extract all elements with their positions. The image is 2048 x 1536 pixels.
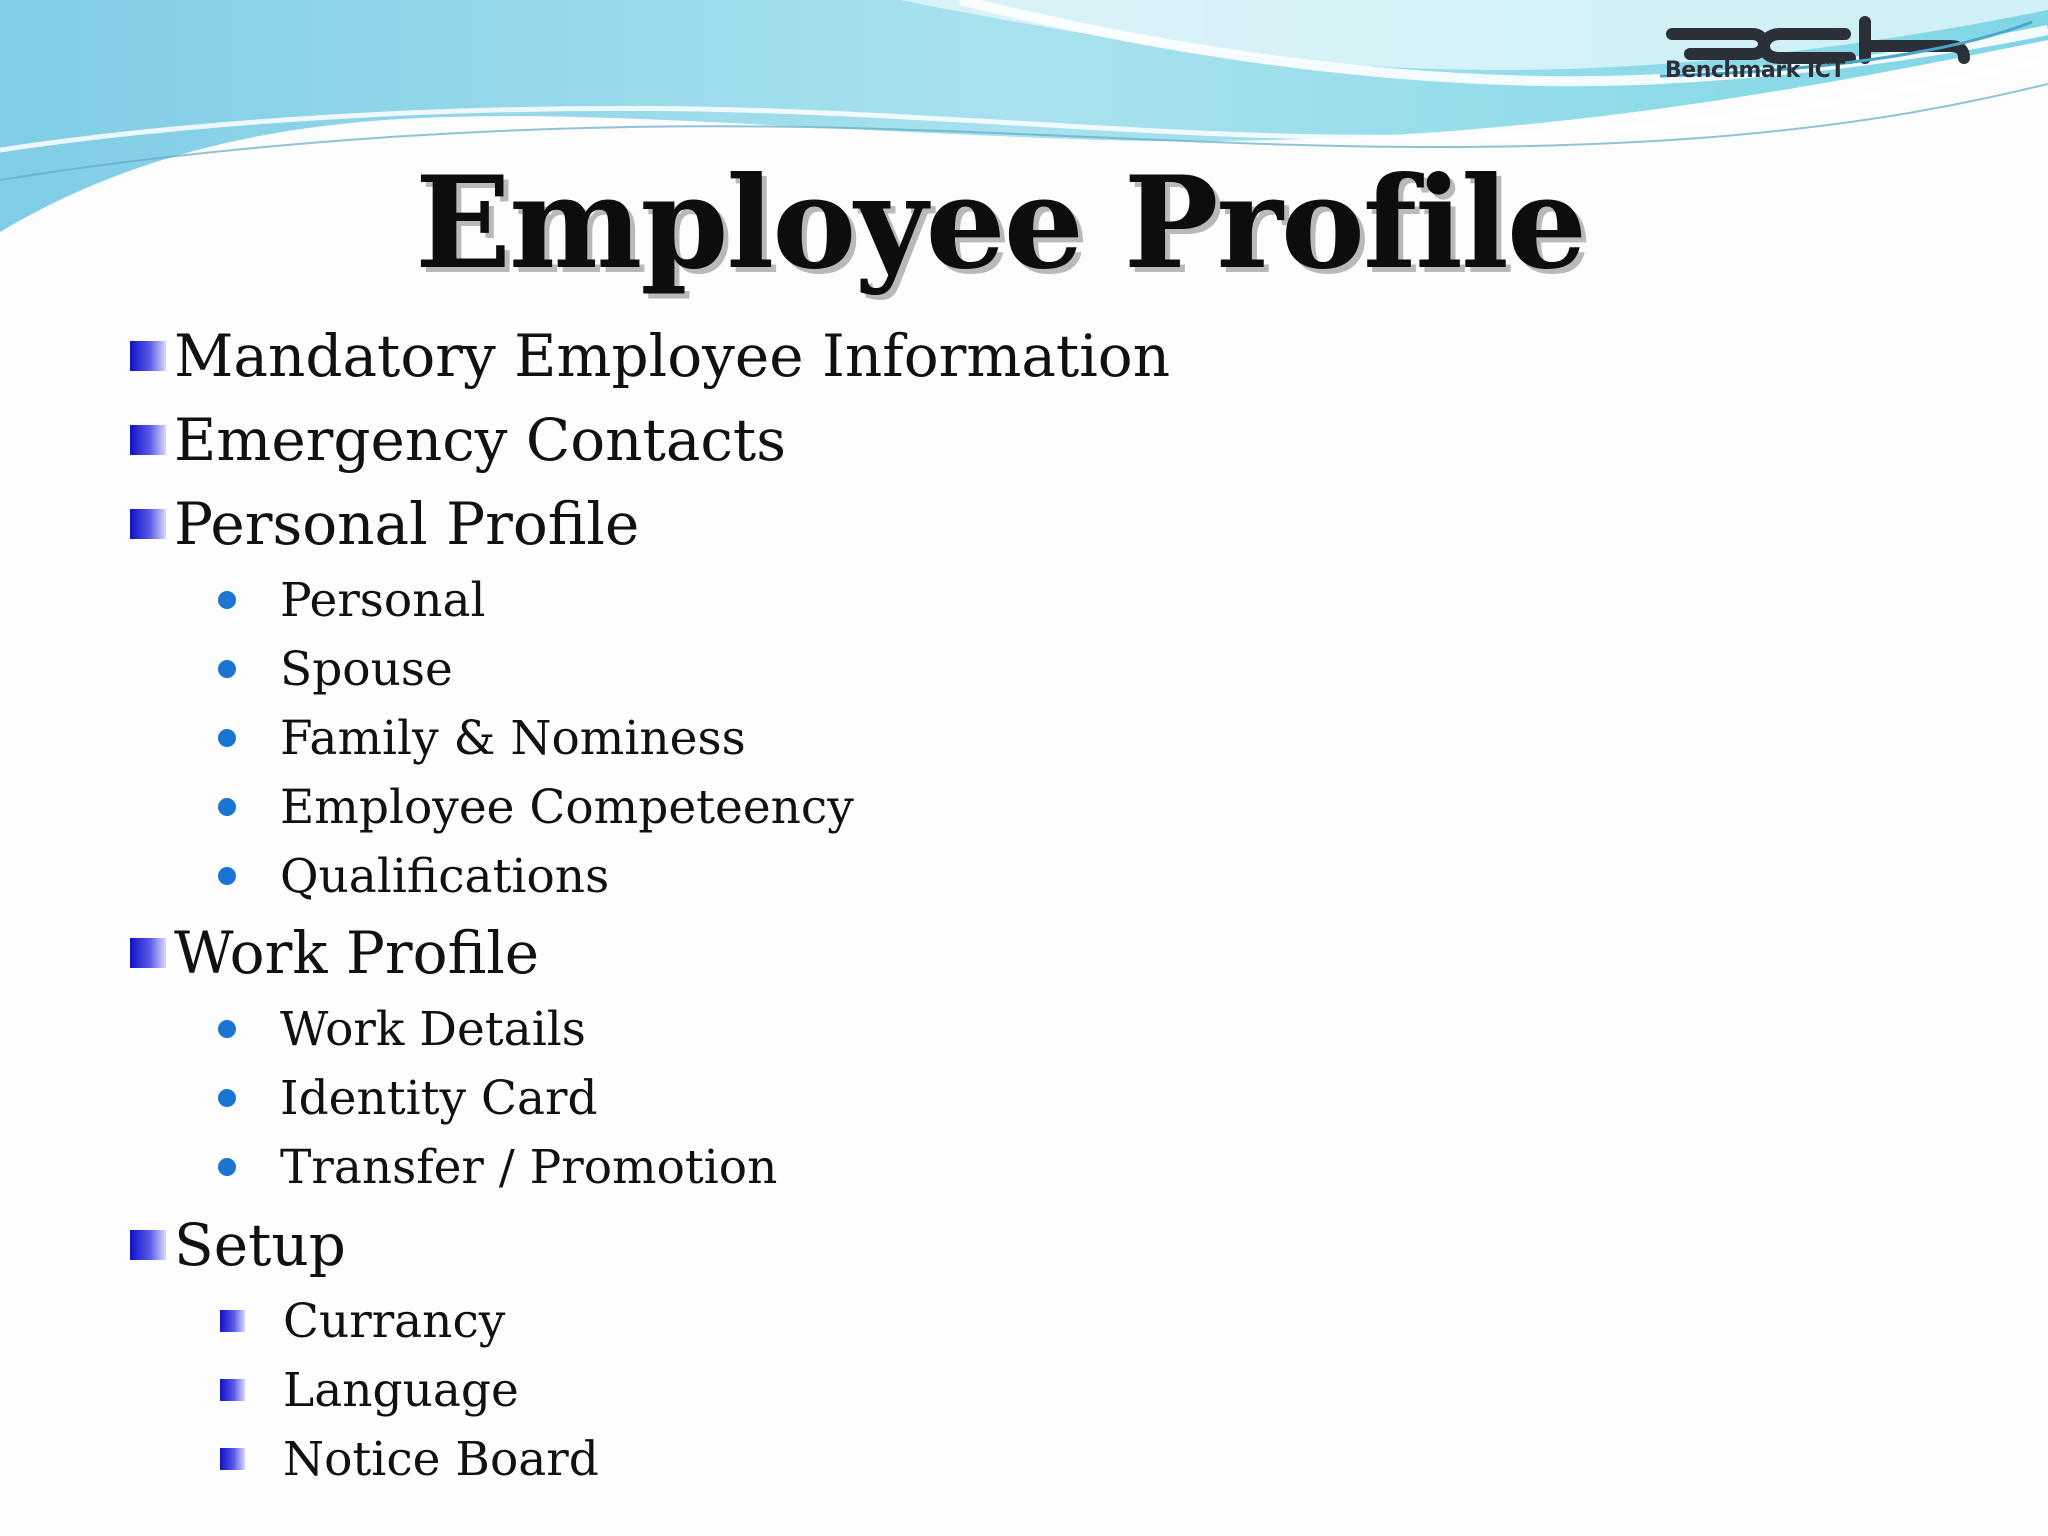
round-bullet-icon: [218, 1158, 236, 1176]
item-label: Qualifications: [280, 848, 610, 904]
round-bullet-icon: [218, 660, 236, 678]
list-item: [218, 1427, 599, 1491]
list-item: [218, 706, 746, 770]
square-bullet-icon: [220, 1379, 245, 1401]
square-bullet-icon: [130, 341, 166, 371]
round-bullet-icon: [218, 867, 236, 885]
section-emergency-contacts: [130, 400, 786, 480]
list-item: [218, 1289, 505, 1353]
square-bullet-icon: [220, 1448, 245, 1470]
list-item: [218, 637, 453, 701]
section-personal-profile: [130, 484, 639, 564]
slide-title: Employee Profile: [414, 149, 1586, 297]
item-label: Currancy: [283, 1293, 506, 1349]
square-bullet-icon: [220, 1310, 245, 1332]
logo-subtext: Benchmark ICT: [1665, 58, 1845, 83]
item-label: Transfer / Promotion: [280, 1139, 778, 1195]
round-bullet-icon: [218, 729, 236, 747]
square-bullet-icon: [130, 509, 166, 539]
item-label: Identity Card: [280, 1070, 598, 1126]
item-label: Notice Board: [283, 1431, 599, 1487]
list-item: [218, 844, 609, 908]
round-bullet-icon: [218, 1020, 236, 1038]
list-item: [218, 568, 486, 632]
list-item: [218, 997, 586, 1061]
list-item: [218, 1066, 598, 1130]
item-label: Language: [283, 1362, 519, 1418]
item-label: Spouse: [280, 641, 453, 697]
section-setup: [130, 1205, 346, 1285]
section-label: Emergency Contacts: [174, 406, 786, 474]
round-bullet-icon: [218, 798, 236, 816]
item-label: Family & Nominess: [280, 710, 746, 766]
square-bullet-icon: [130, 938, 166, 968]
list-item: [218, 775, 854, 839]
square-bullet-icon: [130, 425, 166, 455]
item-label: Work Details: [280, 1001, 586, 1057]
item-label: Personal: [280, 572, 486, 628]
square-bullet-icon: [130, 1230, 166, 1260]
section-work-profile: [130, 913, 539, 993]
round-bullet-icon: [218, 591, 236, 609]
list-item: [218, 1358, 519, 1422]
section-label: Personal Profile: [174, 490, 640, 558]
section-label: Setup: [174, 1211, 346, 1279]
section-label: Work Profile: [174, 919, 540, 987]
round-bullet-icon: [218, 1089, 236, 1107]
item-label: Employee Competeency: [280, 779, 854, 835]
list-item: [218, 1135, 777, 1199]
section-label: Mandatory Employee Information: [174, 322, 1171, 390]
section-mandatory-employee-information: [130, 316, 1170, 396]
